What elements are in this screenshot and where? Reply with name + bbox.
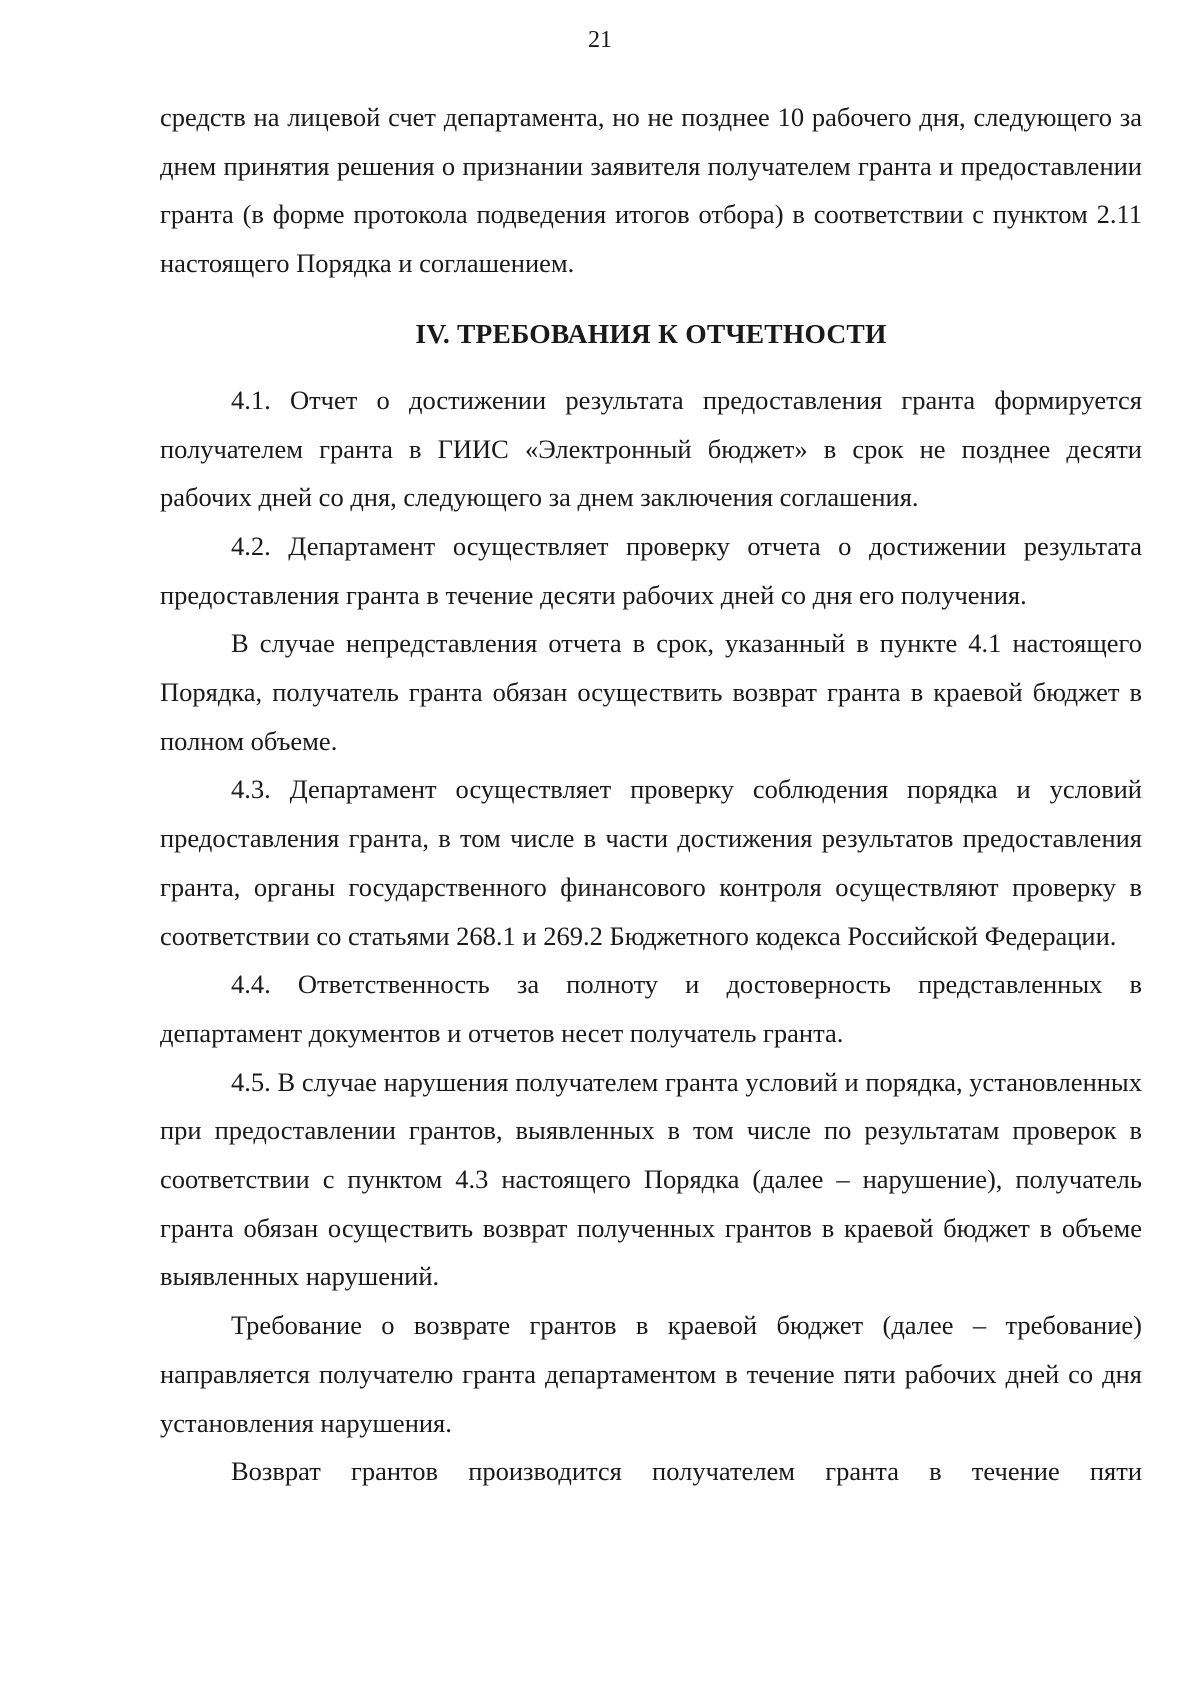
paragraph-4-5: 4.5. В случае нарушения получателем гранта условий и порядка, установленных при предоставлении грантов, выявленных в том числе по результатам проверок в соответствии с пунктом 4.3 настоящего Порядка (далее – нарушение), получатель гранта обязан осуществить возврат полученных грантов в краевой бюджет в объеме выявленных нарушений. [160,1066,1142,1292]
paragraph-4-4: 4.4. Ответственность за полноту и достоверность представленных в департамент документов и отчетов несет получатель гранта. [160,969,1142,1048]
paragraph-4-2-non-submission: В случае непредставления отчета в срок, указанный в пункте 4.1 настоящего Порядка, получатель гранта обязан осуществить возврат гранта в краевой бюджет в полном объеме. [160,628,1142,756]
paragraph-4-2: 4.2. Департамент осуществляет проверку отчета о достижении результата предоставления гранта в течение десяти рабочих дней со дня его получения. [160,530,1142,610]
paragraph-4-3: 4.3. Департамент осуществляет проверку соблюдения порядка и условий предоставления гранта, в том числе в части достижения результатов предоставления гранта, органы государственного финансового контроля осуществляют проверку в соответствии со статьями 268.1 и 269.2 Бюджетного кодекса Российской Федерации. [160,774,1142,951]
paragraph-continuation: средств на лицевой счет департамента, но не позднее 10 рабочего дня, следующего за днем принятия решения о признании заявителя получателем гранта и предоставлении гранта (в форме протокола подведения итогов отбора) в соответствии с пунктом 2.11 настоящего Порядка и соглашением. [160,102,1142,279]
document-body [160,93,1142,1496]
paragraph-4-1: 4.1. Отчет о достижении результата предоставления гранта формируется получателем гранта в ГИИС «Электронный бюджет» в срок не позднее десяти рабочих дней со дня, следующего за днем заключения соглашения. [160,384,1142,513]
page-number: 21 [588,27,612,53]
paragraph-refund: Возврат грантов производится получателем гранта в течение пяти [231,1456,1142,1487]
paragraph-requirement: Требование о возврате грантов в краевой бюджет (далее – требование) направляется получателю гранта департаментом в течение пяти рабочих дней со дня установления нарушения. [160,1310,1142,1438]
section-heading: IV. ТРЕБОВАНИЯ К ОТЧЕТНОСТИ [415,317,887,349]
